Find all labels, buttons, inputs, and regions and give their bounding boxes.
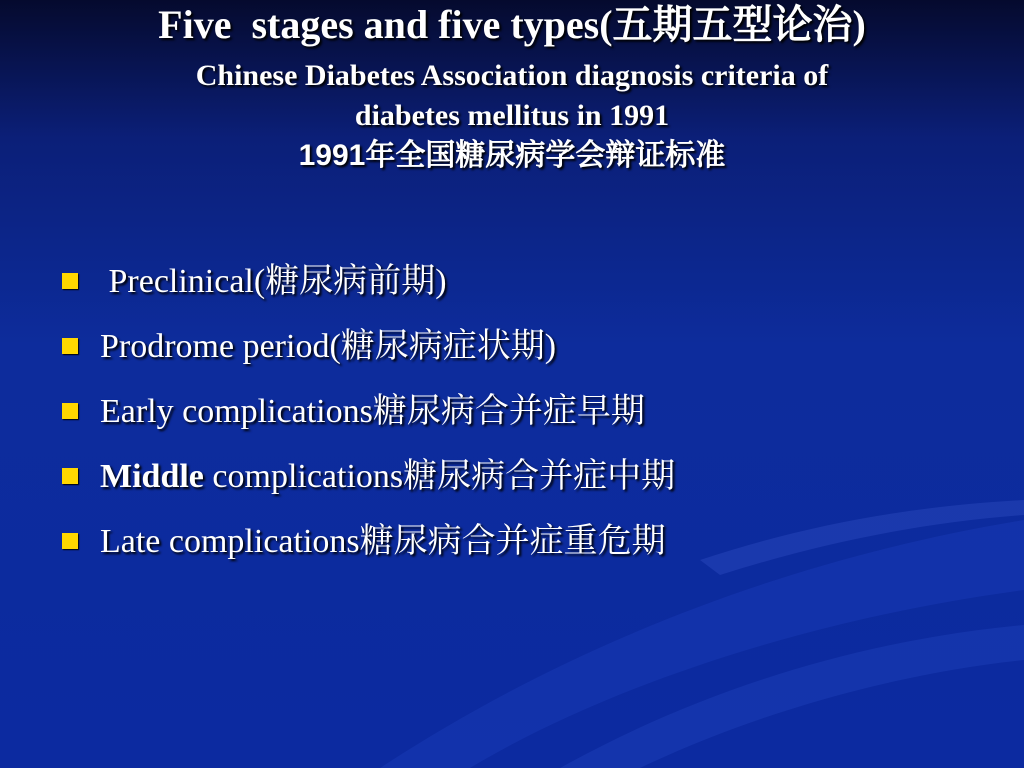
bullet-item-late — [62, 512, 675, 577]
bullet-text: Early complications糖尿病合并症早期 — [100, 393, 645, 430]
bullet-item-prodrome — [62, 317, 675, 382]
stage-bullet-list — [62, 252, 675, 577]
square-bullet-icon — [62, 468, 78, 484]
bullet-item-early — [62, 382, 675, 447]
bullet-text: Preclinical(糖尿病前期) — [100, 263, 447, 300]
title-subtitle-line1: Chinese Diabetes Association diagnosis criteria of — [195, 59, 829, 92]
title-main: Five stages and five types(五期五型论治) — [158, 2, 866, 47]
bullet-item-middle — [62, 447, 675, 512]
bullet-item-preclinical — [62, 252, 675, 317]
square-bullet-icon — [62, 338, 78, 354]
title-subtitle-line2: diabetes mellitus in 1991 — [354, 99, 670, 132]
bullet-text: Prodrome period(糖尿病症状期) — [100, 328, 557, 365]
title-chinese-subtitle: 1991年全国糖尿病学会辩证标准 — [298, 139, 726, 172]
bullet-bold-text: Middle — [100, 458, 204, 495]
bullet-text: Late complications糖尿病合并症重危期 — [100, 523, 666, 560]
bullet-text: complications糖尿病合并症中期 — [203, 458, 676, 495]
square-bullet-icon — [62, 403, 78, 419]
slide-title — [0, 0, 1024, 176]
square-bullet-icon — [62, 273, 78, 289]
square-bullet-icon — [62, 533, 78, 549]
